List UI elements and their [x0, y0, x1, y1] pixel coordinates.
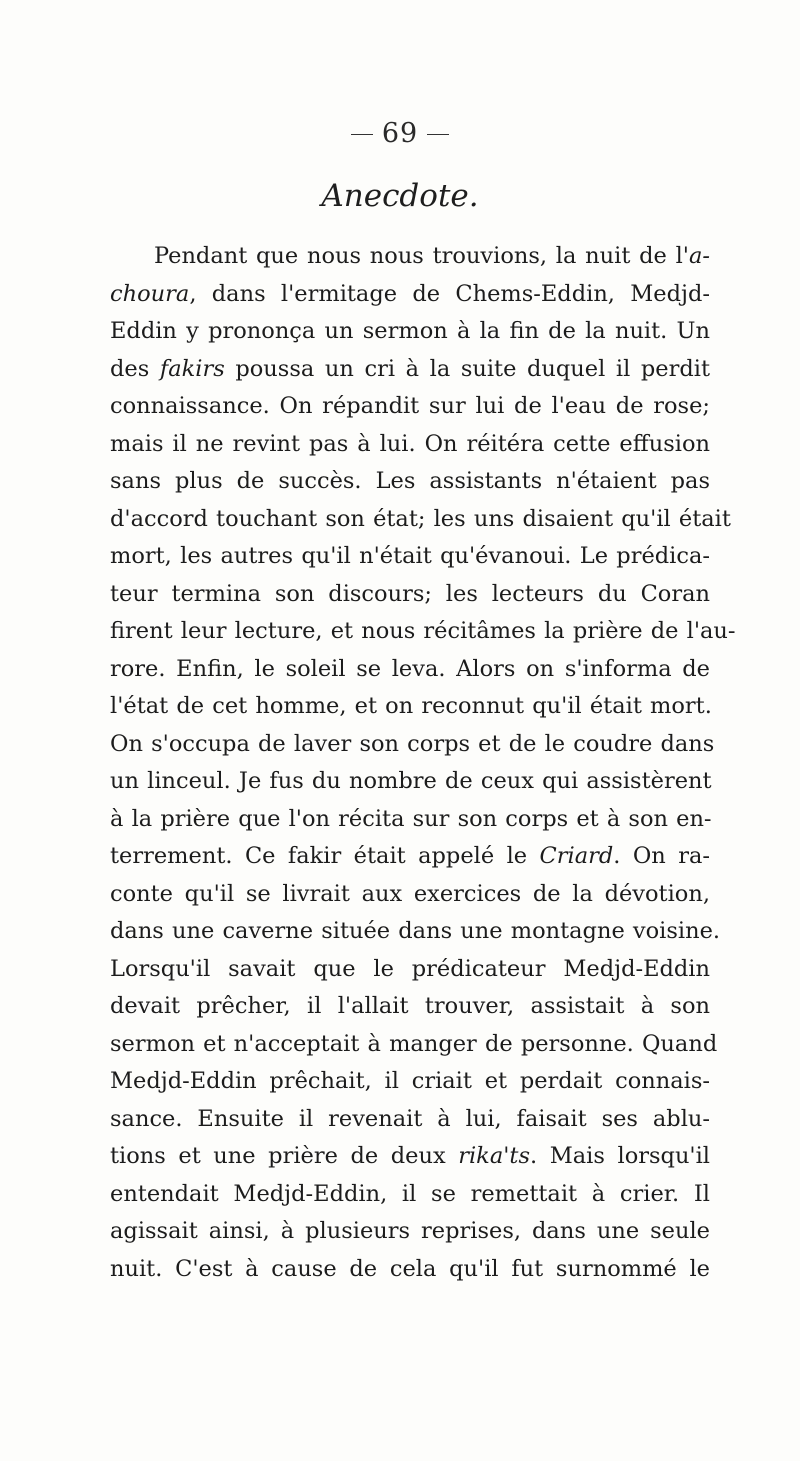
text-run: entendait Medjd-Eddin, il se remettait à crier. Il	[110, 1180, 710, 1207]
text-line	[110, 538, 710, 576]
text-run: firent leur lecture, et nous récitâmes la prière de l'au-	[110, 618, 736, 644]
text-run: mort, les autres qu'il n'était qu'évanoui. Le prédica-	[110, 543, 710, 569]
right-dash	[427, 134, 449, 135]
text-line	[110, 1176, 710, 1214]
text-run: On s'occupa de laver son corps et de le coudre dans	[110, 730, 715, 757]
text-run: sermon et n'acceptait à manger de personne. Quand	[110, 1030, 718, 1057]
body-text	[110, 238, 736, 1288]
text-line	[110, 988, 710, 1026]
text-run: poussa un cri à la suite duquel il perdit	[224, 355, 711, 382]
text-line	[110, 1213, 710, 1251]
page-number	[0, 118, 800, 149]
text-line	[110, 576, 710, 614]
text-line	[110, 951, 710, 989]
italic-term: choura	[110, 280, 190, 307]
text-run: sans plus de succès. Les assistants n'étaient pas	[110, 468, 710, 494]
text-line	[110, 1251, 710, 1289]
chapter-title: Anecdote.	[321, 178, 479, 214]
text-line	[110, 463, 710, 501]
text-line	[110, 238, 710, 276]
text-run: rore. Enfin, le soleil se leva. Alors on s'informa de	[110, 655, 710, 682]
text-run: terrement. Ce fakir était appelé le	[110, 843, 540, 869]
text-run: des	[110, 355, 160, 382]
text-line	[110, 501, 731, 539]
text-line	[110, 388, 710, 426]
text-line	[110, 1138, 710, 1176]
text-run: dans une caverne située dans une montagne voisine.	[110, 918, 721, 944]
text-line	[110, 426, 710, 464]
italic-term: a-	[688, 243, 710, 269]
italic-term: Criard	[539, 843, 614, 869]
text-line	[110, 913, 721, 951]
text-line	[110, 688, 710, 726]
text-run: connaissance. On répandit sur lui de l'eau de rose;	[110, 393, 710, 419]
text-run: conte qu'il se livrait aux exercices de la dévotion,	[110, 880, 710, 907]
text-run: sance. Ensuite il revenait à lui, faisait ses ablu-	[110, 1105, 710, 1132]
text-line	[110, 726, 715, 764]
text-line	[110, 1026, 718, 1064]
text-run: . On ra-	[613, 843, 711, 869]
text-line	[110, 276, 710, 314]
left-dash	[351, 134, 373, 135]
text-line	[110, 351, 710, 389]
text-line	[110, 651, 710, 689]
text-line	[110, 1063, 710, 1101]
text-run: Lorsqu'il savait que le prédicateur Medjd-Eddin	[110, 955, 710, 982]
italic-term: rika'ts	[458, 1143, 531, 1169]
text-run: , dans l'ermitage de Chems-Eddin, Medjd-	[189, 280, 710, 307]
text-run: teur termina son discours; les lecteurs du Coran	[110, 580, 710, 607]
text-run: Medjd-Eddin prêchait, il criait et perdait connais-	[110, 1068, 710, 1094]
text-run: un linceul. Je fus du nombre de ceux qui assistèrent	[110, 768, 712, 794]
text-run: Pendant que nous nous trouvions, la nuit de l'	[154, 243, 689, 269]
text-run: . Mais lorsqu'il	[530, 1143, 711, 1169]
text-line	[110, 313, 710, 351]
text-line	[110, 838, 710, 876]
text-line	[110, 876, 710, 914]
text-line	[110, 1101, 710, 1139]
text-run: Eddin y prononça un sermon à la fin de la nuit. Un	[110, 318, 710, 344]
text-run: agissait ainsi, à plusieurs reprises, dans une seule	[110, 1218, 710, 1244]
text-line	[110, 763, 710, 801]
text-run: tions et une prière de deux	[110, 1143, 459, 1169]
italic-term: fakirs	[159, 355, 225, 382]
text-run: l'état de cet homme, et on reconnut qu'il était mort.	[110, 693, 712, 719]
text-run: à la prière que l'on récita sur son corps et à son en-	[110, 805, 712, 832]
text-line	[110, 613, 736, 651]
text-run: mais il ne revint pas à lui. On réitéra cette effusion	[110, 430, 710, 457]
text-line	[110, 801, 710, 839]
text-run: nuit. C'est à cause de cela qu'il fut surnommé le	[110, 1255, 710, 1282]
page-number-value: 69	[381, 118, 419, 149]
text-run: d'accord touchant son état; les uns disaient qu'il était	[110, 505, 731, 532]
text-run: devait prêcher, il l'allait trouver, assistait à son	[110, 993, 710, 1019]
